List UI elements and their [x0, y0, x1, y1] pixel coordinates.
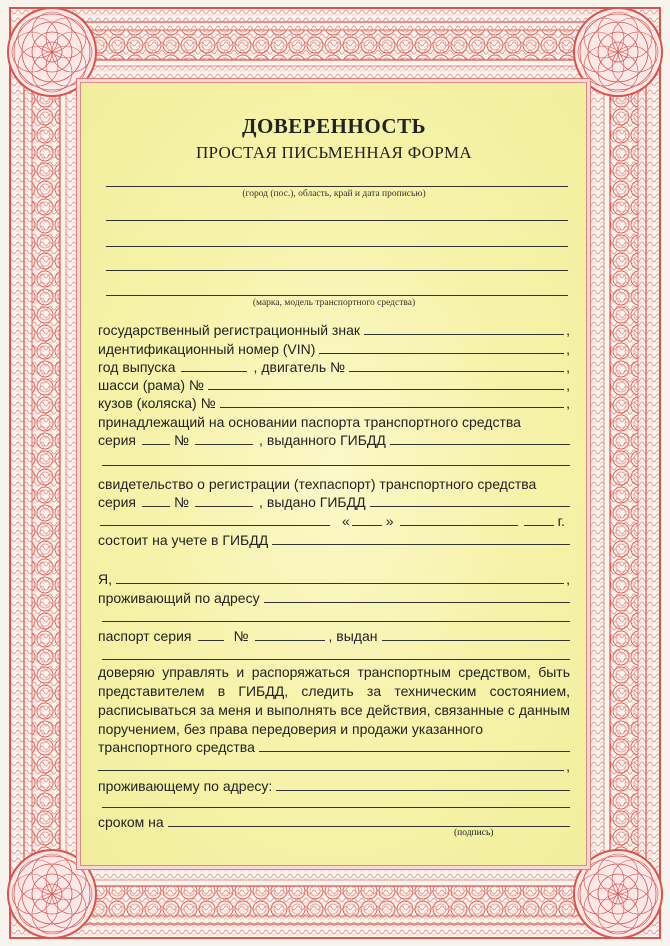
vin-label: идентификационный номер (VIN): [98, 341, 316, 357]
engine-label: двигатель №: [261, 359, 346, 375]
body-input[interactable]: [220, 406, 564, 408]
term-label: сроком на: [98, 814, 164, 830]
residing-input[interactable]: [264, 601, 570, 603]
passport-number-label: №: [233, 628, 249, 644]
residing-to-row: [98, 776, 570, 794]
chassis-row: шасси (рама) № ,: [98, 377, 570, 393]
cert-series-row: серия № , выдано ГИБДД: [98, 492, 570, 510]
passport-series-input[interactable]: [198, 639, 224, 641]
trust-last-label: транспортного средства: [98, 739, 255, 755]
document-subtitle: ПРОСТАЯ ПИСЬМЕННАЯ ФОРМА: [195, 143, 473, 162]
year-engine-row: год выпуска , двигатель № ,: [98, 359, 570, 375]
residing-to-extra-line[interactable]: [102, 807, 570, 808]
vin-row: идентификационный номер (VIN) ,: [98, 341, 570, 357]
vin-input[interactable]: [319, 352, 564, 354]
residing-to-input[interactable]: [276, 789, 570, 791]
passport-issued-label: , выдан: [328, 628, 378, 644]
i-label: Я,: [98, 571, 112, 587]
trust-paragraph: доверяю управлять и распоряжаться транспортным средством, быть представителем в ГИБДД, следить за техническим состоянием, расписываться за меня и выполнять все действия, связанные с данным поручением, без права передоверия и продажи указанного: [98, 664, 570, 737]
city-date-hint: (город (пос.), область, край и дата прописью): [242, 189, 426, 199]
term-input[interactable]: [168, 825, 570, 827]
registered-label: состоит на учете в ГИБДД: [98, 532, 269, 548]
chassis-input[interactable]: [208, 388, 564, 390]
body-label: кузов (коляска) №: [98, 395, 216, 411]
cert-series-label: серия: [98, 494, 136, 510]
cert-series-input[interactable]: [142, 505, 170, 507]
cert-number-label: №: [173, 494, 190, 510]
trust-extra-input[interactable]: [98, 769, 564, 771]
reg-sign-label: государственный регистрационный знак: [98, 322, 360, 338]
engine-input[interactable]: [349, 370, 564, 372]
cert-month-input[interactable]: [400, 524, 518, 526]
year-input[interactable]: [181, 370, 247, 372]
pts-series-input[interactable]: [142, 443, 170, 445]
reg-sign-input[interactable]: [364, 333, 564, 335]
vehicle-line[interactable]: [106, 295, 568, 296]
passport-series-label: паспорт серия: [98, 628, 192, 644]
term-row: [98, 812, 570, 830]
blank-line-2[interactable]: [106, 246, 568, 247]
passport-row: [98, 626, 570, 644]
pts-extra-line[interactable]: [102, 465, 570, 466]
vehicle-hint: (марка, модель транспортного средства): [252, 298, 416, 308]
residing-label: проживающий по адресу: [98, 590, 260, 606]
certificate-row: [98, 474, 570, 492]
cert-issued-input[interactable]: [370, 505, 570, 507]
certificate-label: свидетельство о регистрации (техпаспорт) транспортного средства: [98, 476, 537, 492]
cert-day-input[interactable]: [352, 524, 382, 526]
residing-to-label: проживающему по адресу:: [98, 778, 273, 794]
body-row: кузов (коляска) № ,: [98, 395, 570, 411]
year-suffix: г.: [557, 513, 565, 529]
passport-issued-input[interactable]: [382, 639, 571, 641]
pts-row: серия № , выданного ГИБДД: [98, 430, 570, 448]
passport-number-input[interactable]: [255, 639, 325, 641]
pts-number-label: №: [173, 432, 190, 448]
signature-hint: (подпись): [454, 828, 494, 838]
cert-date-row: « » г.: [98, 511, 570, 529]
pts-series-label: серия: [98, 432, 136, 448]
pts-issued-input[interactable]: [390, 443, 570, 445]
registered-row: [98, 530, 570, 548]
year-label: год выпуска: [98, 359, 176, 375]
i-row: Я, ,: [98, 571, 570, 587]
blank-line-1[interactable]: [106, 220, 568, 221]
reg-sign-row: государственный регистрационный знак ,: [98, 322, 570, 338]
blank-line-3[interactable]: [106, 270, 568, 271]
registered-input[interactable]: [272, 543, 570, 545]
cert-year-input[interactable]: [524, 524, 554, 526]
name-input[interactable]: [116, 582, 564, 584]
chassis-label: шасси (рама) №: [98, 377, 204, 393]
trust-last-input[interactable]: [259, 750, 570, 752]
form-content: [94, 110, 574, 850]
belonging-label: принадлежащий на основании паспорта транспортного средства: [98, 414, 521, 430]
document-title: ДОВЕРЕННОСТЬ: [242, 114, 426, 138]
belonging-row: [98, 412, 570, 430]
passport-extra-line[interactable]: [102, 659, 570, 660]
trust-last-row: [98, 737, 570, 755]
pts-number-input[interactable]: [195, 443, 253, 445]
cert-issued-label: выдано ГИБДД: [266, 494, 366, 510]
cert-number-input[interactable]: [195, 505, 253, 507]
residing-row: [98, 588, 570, 606]
cert-place-input[interactable]: [100, 524, 330, 526]
city-date-line[interactable]: [106, 186, 568, 187]
trust-extra-row: ,: [98, 756, 570, 774]
residing-extra-line[interactable]: [102, 621, 570, 622]
pts-issued-label: выданного ГИБДД: [266, 432, 386, 448]
